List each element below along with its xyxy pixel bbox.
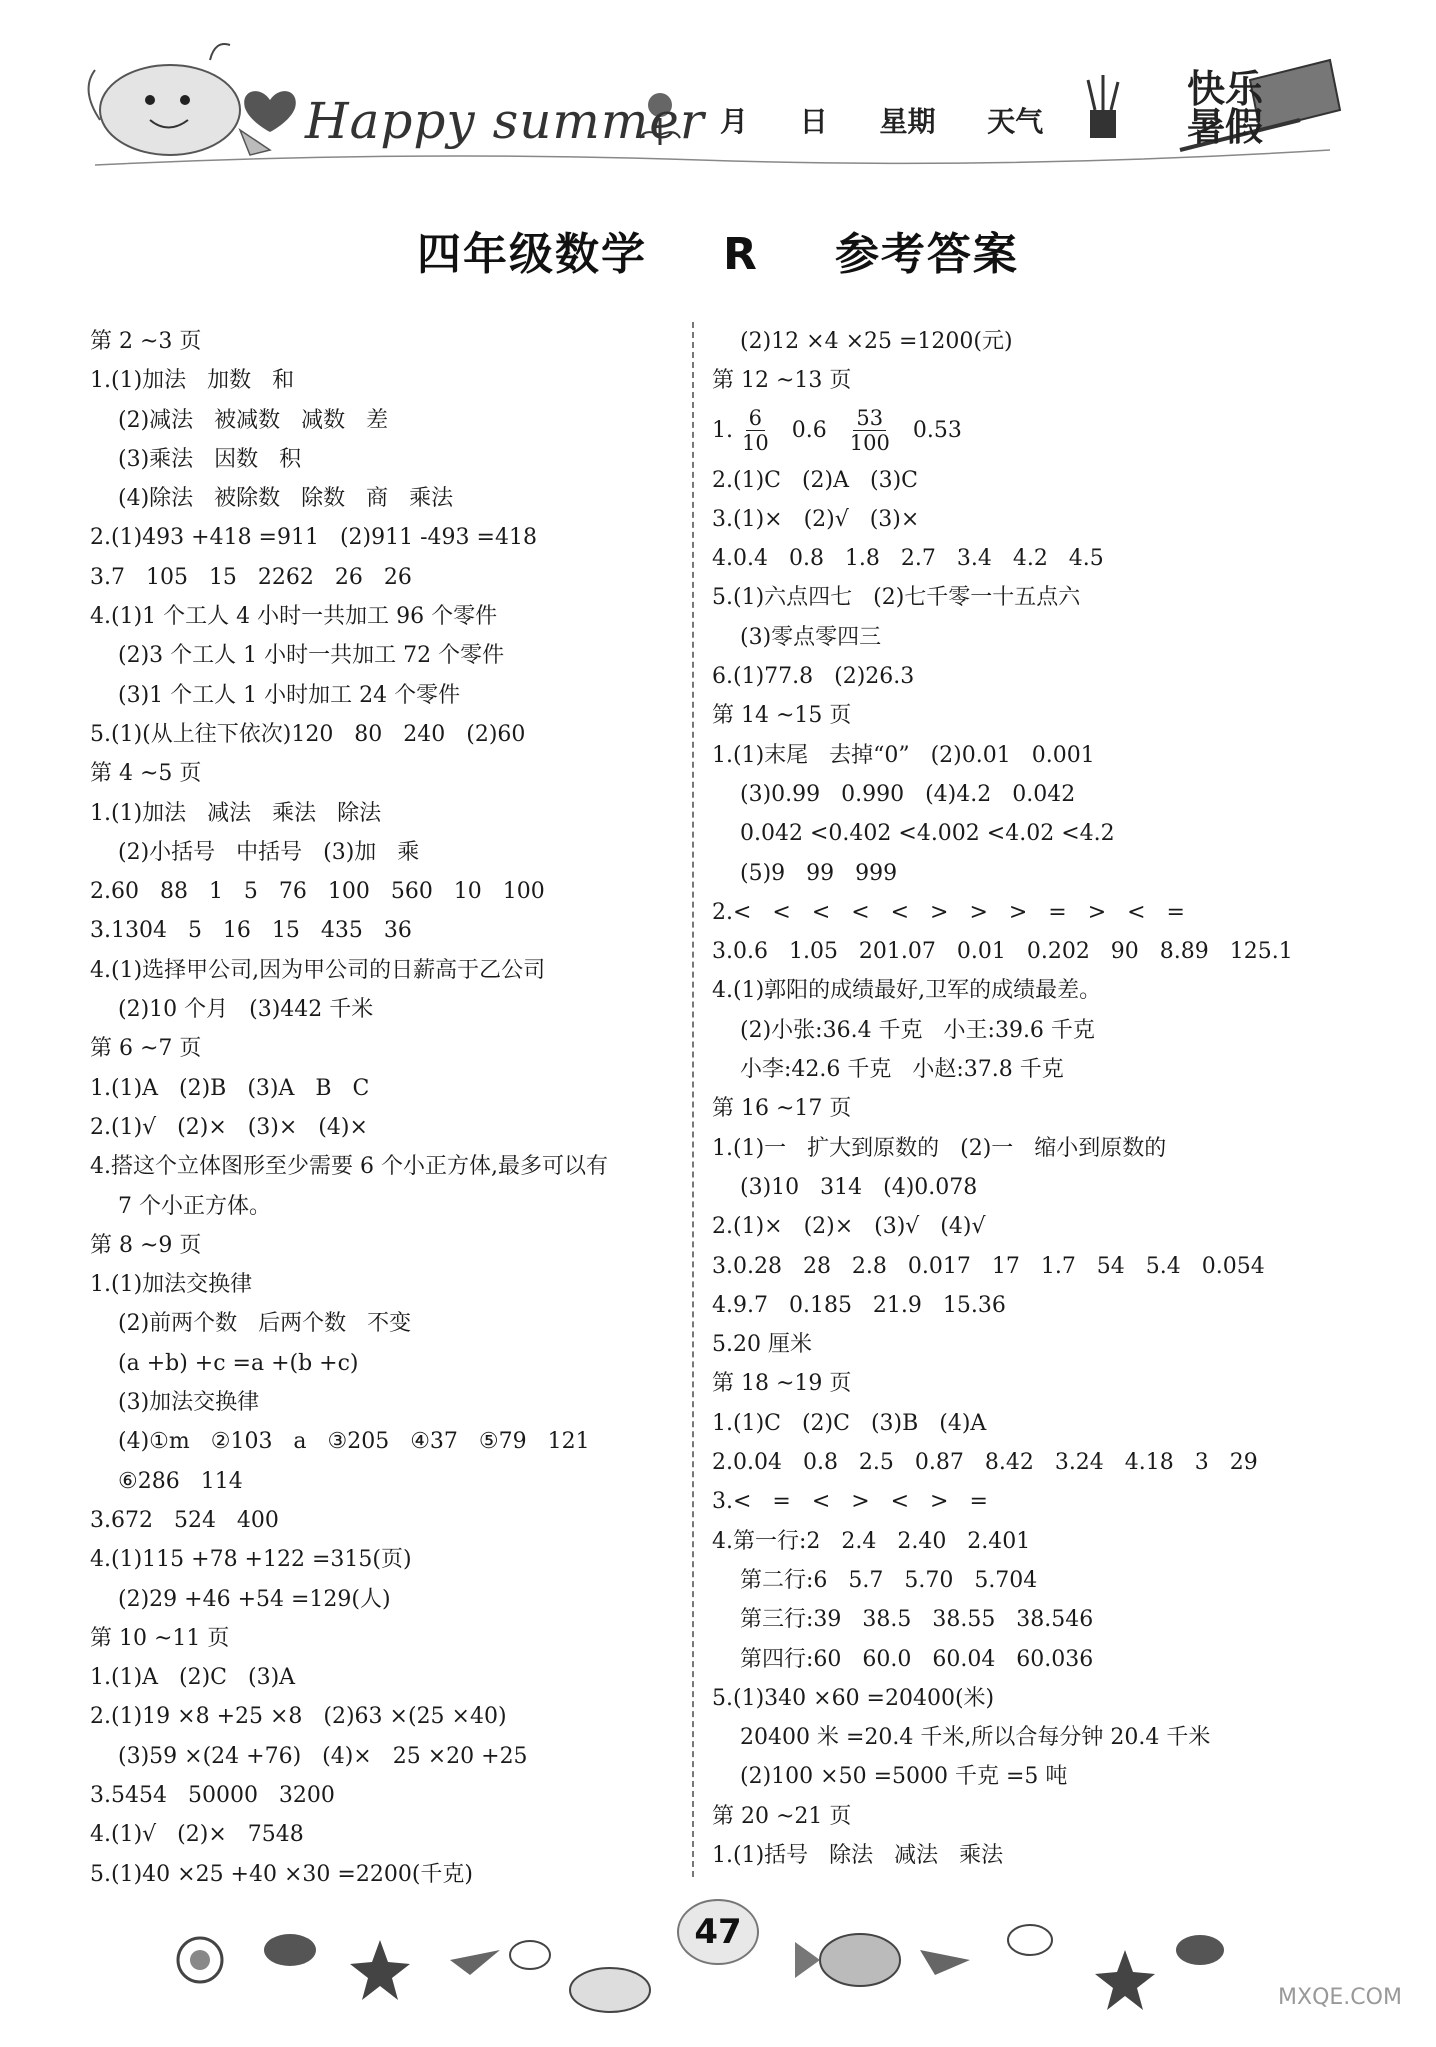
answer-line: 5.(1)(从上往下依次)120 80 240 (2)60 (90, 721, 526, 747)
answer-line: 第三行:39 38.5 38.55 38.546 (740, 1607, 1094, 1633)
brand-line-2: 暑假 (1186, 105, 1263, 149)
answer-line: (2)12 ×4 ×25 =1200(元) (740, 329, 1013, 354)
page-footer (0, 1880, 1436, 2047)
answer-line: 1.(1)加法交换律 (90, 1272, 253, 1298)
answer-line: 5.(1)40 ×25 +40 ×30 =2200(千克) (90, 1861, 473, 1887)
shell-icon (1176, 1935, 1224, 1965)
answer-line: 4.(1)郭阳的成绩最好,卫军的成绩最差。 (712, 978, 1102, 1004)
answer-line: (2)3 个工人 1 小时一共加工 72 个零件 (118, 643, 505, 669)
fraction-denominator: 10 (742, 431, 769, 456)
title-main: 四年级数学 (417, 229, 648, 280)
fraction-53-100 (847, 406, 893, 455)
answer-line: 1.(1)括号 除法 减法 乘法 (712, 1842, 1004, 1868)
answer-line: 4.(1)115 +78 +122 =315(页) (90, 1547, 412, 1573)
answer-line: 第二行:6 5.7 5.70 5.704 (740, 1567, 1038, 1593)
fraction-6-10 (739, 406, 772, 455)
answer-line: ⑥286 114 (118, 1468, 243, 1494)
answer-line: 3.0.28 28 2.8 0.017 17 1.7 54 5.4 0.054 (712, 1253, 1265, 1279)
answer-line: (2)100 ×50 =5000 千克 =5 吨 (740, 1764, 1068, 1790)
answer-line: 1.(1)末尾 去掉“0” (2)0.01 0.001 (712, 742, 1095, 768)
answer-line: 第 10 ~11 页 (90, 1625, 230, 1651)
answer-line: (2)小括号 中括号 (3)加 乘 (118, 839, 420, 865)
whale-icon (570, 1968, 650, 2012)
answer-line: 第 8 ~9 页 (90, 1232, 202, 1258)
answer-line: (2)减法 被减数 减数 差 (118, 407, 389, 433)
right-answer-column (712, 322, 1342, 1875)
answer-line: (5)9 99 999 (740, 860, 898, 886)
page-number: 47 (694, 1912, 742, 1952)
answer-line: (3)零点零四三 (740, 624, 882, 650)
heart-icon (244, 91, 296, 132)
shell-icon (450, 1950, 500, 1975)
answer-line: 3.5454 50000 3200 (90, 1782, 335, 1808)
answer-line: 3.0.6 1.05 201.07 0.01 0.202 90 8.89 125.1 (712, 939, 1293, 965)
answer-line: 5.20 厘米 (712, 1332, 812, 1358)
answer-line: 2.0.04 0.8 2.5 0.87 8.42 3.24 4.18 3 29 (712, 1450, 1258, 1476)
answer-line: 2.(1)493 +418 =911 (2)911 -493 =418 (90, 525, 537, 551)
answer-line: 4.(1)√ (2)× 7548 (90, 1822, 304, 1848)
answer-line: 第 2 ~3 页 (90, 329, 202, 354)
answer-line: 4.第一行:2 2.4 2.40 2.401 (712, 1528, 1031, 1554)
title-suffix: 参考答案 (834, 229, 1019, 280)
answer-line: 4.(1)1 个工人 4 小时一共加工 96 个零件 (90, 604, 498, 630)
page-title (0, 218, 1436, 282)
answer-line: 2.(1)C (2)A (3)C (712, 467, 918, 493)
brand-logo (1130, 67, 1320, 149)
answer-line: 2.60 88 1 5 76 100 560 10 100 (90, 879, 545, 905)
starfish-icon (350, 1940, 410, 2000)
title-edition: R (723, 229, 759, 280)
fraction-line-prefix: 1. (712, 417, 733, 443)
answer-line: 第 18 ~19 页 (712, 1371, 852, 1397)
answer-line: 5.(1)340 ×60 =20400(米) (712, 1685, 995, 1711)
footer-decoration (0, 1880, 1436, 2047)
answer-line: 1.(1)一 扩大到原数的 (2)一 缩小到原数的 (712, 1135, 1167, 1161)
column-divider (692, 322, 694, 1877)
answer-line: 第 12 ~13 页 (712, 368, 852, 394)
answer-line: 3.< = < > < > = (712, 1489, 988, 1515)
answer-line: 4.(1)选择甲公司,因为甲公司的日薪高于乙公司 (90, 957, 546, 983)
weather-label: 天气 (987, 105, 1044, 138)
decimal-value: 0.53 (912, 417, 962, 443)
starfish-icon (1095, 1950, 1155, 2010)
answer-line: 3.1304 5 16 15 435 36 (90, 918, 412, 944)
answer-line: 4.9.7 0.185 21.9 15.36 (712, 1292, 1006, 1318)
shell-icon (264, 1934, 316, 1966)
answer-line: (3)1 个工人 1 小时加工 24 个零件 (118, 682, 461, 708)
answer-line: 第 14 ~15 页 (712, 703, 852, 729)
plant-icon (1088, 75, 1118, 138)
answer-line: 第四行:60 60.0 60.04 60.036 (740, 1646, 1094, 1672)
whale-icon (89, 44, 270, 155)
answer-line: (2)29 +46 +54 =129(人) (118, 1586, 391, 1612)
answer-line: (4)除法 被除数 除数 商 乘法 (118, 486, 454, 512)
answer-line: 1.(1)A (2)C (3)A (90, 1665, 296, 1691)
answer-line: 2.(1)√ (2)× (3)× (4)× (90, 1114, 368, 1140)
fish-icon (795, 1934, 900, 1986)
answer-line: (3)乘法 因数 积 (118, 446, 302, 472)
answer-line: 小李:42.6 千克 小赵:37.8 千克 (740, 1057, 1064, 1083)
decimal-value: 0.6 (791, 417, 827, 443)
answer-line: 20400 米 =20.4 千米,所以合每分钟 20.4 千米 (740, 1725, 1211, 1751)
shell-icon (510, 1941, 550, 1969)
answer-line-fractions (712, 401, 1342, 461)
shell-icon (920, 1950, 970, 1975)
answer-line: 1.(1)A (2)B (3)A B C (90, 1075, 370, 1101)
weekday-label: 星期 (879, 105, 936, 138)
shell-icon (1008, 1925, 1052, 1955)
answer-line: (3)加法交换律 (118, 1390, 260, 1416)
date-weather-labels (720, 100, 1085, 140)
answer-line: 2.(1)19 ×8 +25 ×8 (2)63 ×(25 ×40) (90, 1704, 507, 1730)
fraction-denominator: 100 (849, 431, 890, 456)
answer-line: (3)59 ×(24 +76) (4)× 25 ×20 +25 (118, 1743, 528, 1769)
answer-line: 1.(1)加法 加数 和 (90, 368, 295, 394)
answer-line: (2)10 个月 (3)442 千米 (118, 997, 374, 1023)
answer-line: 2.(1)× (2)× (3)√ (4)√ (712, 1214, 986, 1240)
answer-line: 第 4 ~5 页 (90, 761, 202, 787)
answer-line: (a +b) +c =a +(b +c) (118, 1350, 359, 1376)
answer-line: (2)小张:36.4 千克 小王:39.6 千克 (740, 1017, 1095, 1043)
fraction-numerator: 6 (746, 406, 765, 431)
brand-line-1: 快乐 (1186, 67, 1263, 111)
month-label: 月 (720, 105, 749, 138)
answer-line: (3)10 314 (4)0.078 (740, 1174, 978, 1200)
answer-line: 1.(1)C (2)C (3)B (4)A (712, 1410, 987, 1436)
answer-line: 4.搭这个立体图形至少需要 6 个小正方体,最多可以有 (90, 1154, 608, 1180)
answer-line: 2.< < < < < > > > = > < = (712, 899, 1185, 925)
answer-line: 3.(1)× (2)√ (3)× (712, 506, 920, 532)
day-label: 日 (799, 105, 828, 138)
left-answer-column (90, 322, 690, 1894)
happy-summer-text: Happy summer (305, 92, 705, 150)
page-header (0, 0, 1436, 190)
answer-line: 3.7 105 15 2262 26 26 (90, 564, 412, 590)
answer-line: (4)①m ②103 a ③205 ④37 ⑤79 121 (118, 1429, 590, 1455)
fraction-numerator: 53 (853, 406, 886, 431)
answer-line: 4.0.4 0.8 1.8 2.7 3.4 4.2 4.5 (712, 546, 1104, 572)
answer-line: 1.(1)加法 减法 乘法 除法 (90, 800, 382, 826)
watermark-text: MXQE.COM (1278, 1985, 1402, 2010)
answer-line: 第 20 ~21 页 (712, 1803, 852, 1829)
answer-line: 7 个小正方体。 (118, 1193, 271, 1219)
answer-line: 第 16 ~17 页 (712, 1096, 852, 1122)
answer-line: 第 6 ~7 页 (90, 1036, 202, 1062)
answer-line: 6.(1)77.8 (2)26.3 (712, 664, 915, 690)
answer-line: 3.672 524 400 (90, 1507, 279, 1533)
answer-line: (3)0.99 0.990 (4)4.2 0.042 (740, 781, 1076, 807)
answer-line: (2)前两个数 后两个数 不变 (118, 1311, 412, 1337)
answer-line: 0.042 <0.402 <4.002 <4.02 <4.2 (740, 821, 1115, 847)
answer-line: 5.(1)六点四七 (2)七千零一十五点六 (712, 585, 1081, 611)
shell-icon (178, 1938, 222, 1982)
